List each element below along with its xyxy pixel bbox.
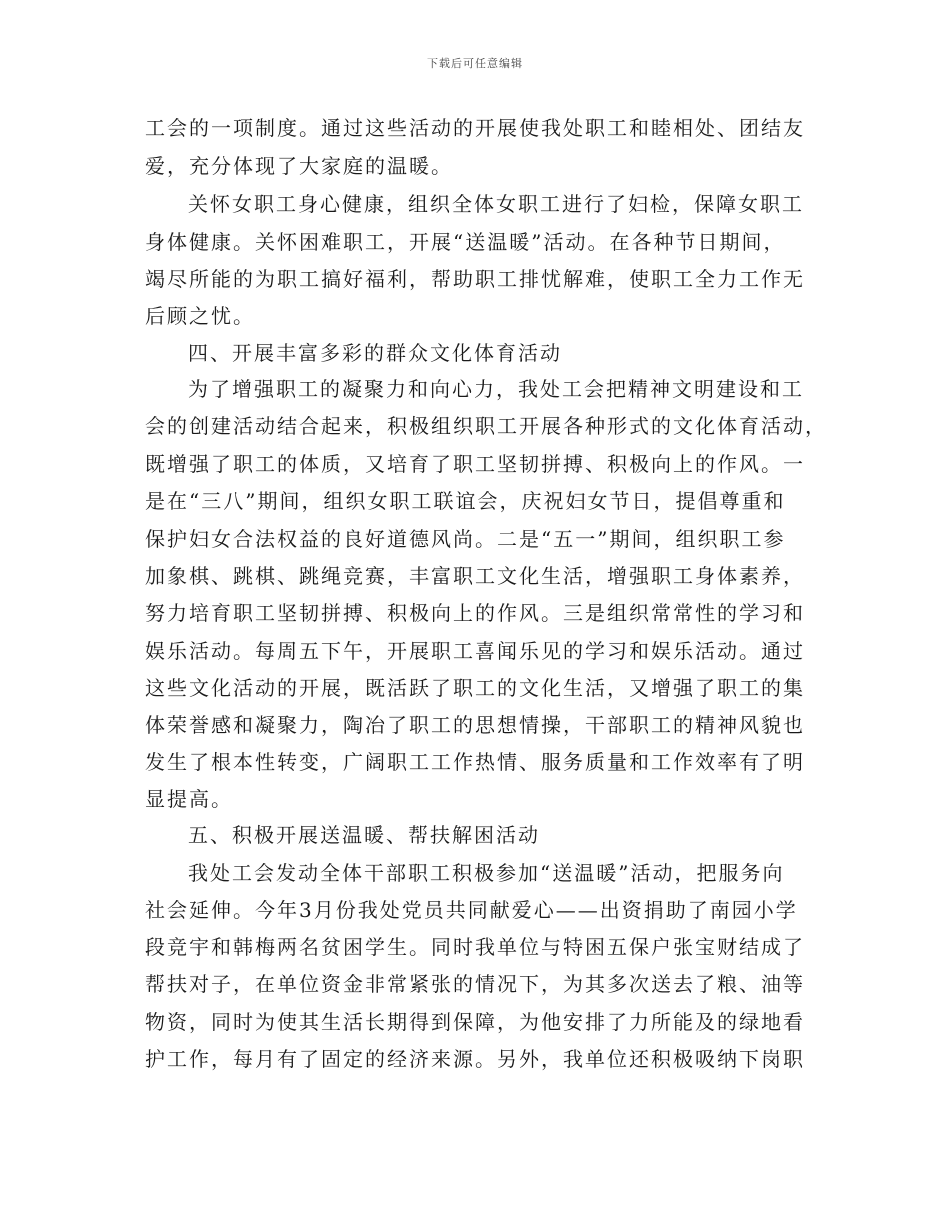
text-line: 物资，同时为使其生活长期得到保障，为他安排了力所能及的绿地看 xyxy=(145,1010,805,1034)
text-line: 会的创建活动结合起来，积极组织职工开展各种形式的文化体育活动， xyxy=(145,414,827,438)
section-heading: 五、积极开展送温暖、帮扶解困活动 xyxy=(188,823,540,847)
text-line: 努力培育职工坚韧拼搏、积极向上的作风。三是组织常常性的学习和 xyxy=(145,601,805,625)
text-line: 段竞宇和韩梅两名贫困学生。同时我单位与特困五保户张宝财结成了 xyxy=(145,935,805,959)
text-line: 爱，充分体现了大家庭的温暖。 xyxy=(145,154,453,178)
text-line: 发生了根本性转变，广阔职工工作热情、服务质量和工作效率有了明 xyxy=(145,750,805,774)
text-line: 社会延伸。今年3月份我处党员共同献爱心——出资捐助了南园小学 xyxy=(145,898,798,922)
text-line: 娱乐活动。每周五下午，开展职工喜闻乐见的学习和娱乐活动。通过 xyxy=(145,639,805,663)
page-header: 下载后可任意编辑 xyxy=(427,57,523,70)
text-line: 后顾之忧。 xyxy=(145,304,255,328)
text-line: 帮扶对子，在单位资金非常紧张的情况下，为其多次送去了粮、油等 xyxy=(145,972,805,996)
text-line: 竭尽所能的为职工搞好福利，帮助职工排忧解难，使职工全力工作无 xyxy=(145,267,805,291)
text-line: 为了增强职工的凝聚力和向心力，我处工会把精神文明建设和工 xyxy=(188,377,804,401)
text-line: 关怀女职工身心健康，组织全体女职工进行了妇检，保障女职工 xyxy=(188,192,804,216)
text-line: 护工作，每月有了固定的经济来源。另外，我单位还积极吸纳下岗职 xyxy=(145,1047,805,1071)
text-line: 我处工会发动全体干部职工积极参加“送温暖”活动，把服务向 xyxy=(188,861,785,885)
text-line: 加象棋、跳棋、跳绳竞赛，丰富职工文化生活，增强职工身体素养， xyxy=(145,564,805,588)
text-line: 体荣誉感和凝聚力，陶冶了职工的思想情操，干部职工的精神风貌也 xyxy=(145,713,805,737)
text-line: 身体健康。关怀困难职工，开展“送温暖”活动。在各种节日期间， xyxy=(145,230,786,254)
text-line: 这些文化活动的开展，既活跃了职工的文化生活，又增强了职工的集 xyxy=(145,676,805,700)
text-line: 显提高。 xyxy=(145,787,233,811)
text-line: 既增强了职工的体质，又培育了职工坚韧拼搏、积极向上的作风。一 xyxy=(145,452,805,476)
text-line: 是在“三八”期间，组织女职工联谊会，庆祝妇女节日，提倡尊重和 xyxy=(145,489,786,513)
text-line: 工会的一项制度。通过这些活动的开展使我处职工和睦相处、团结友 xyxy=(145,116,805,140)
text-line: 保护妇女合法权益的良好道德风尚。二是“五一”期间，组织职工参 xyxy=(145,527,786,551)
section-heading: 四、开展丰富多彩的群众文化体育活动 xyxy=(188,341,562,365)
